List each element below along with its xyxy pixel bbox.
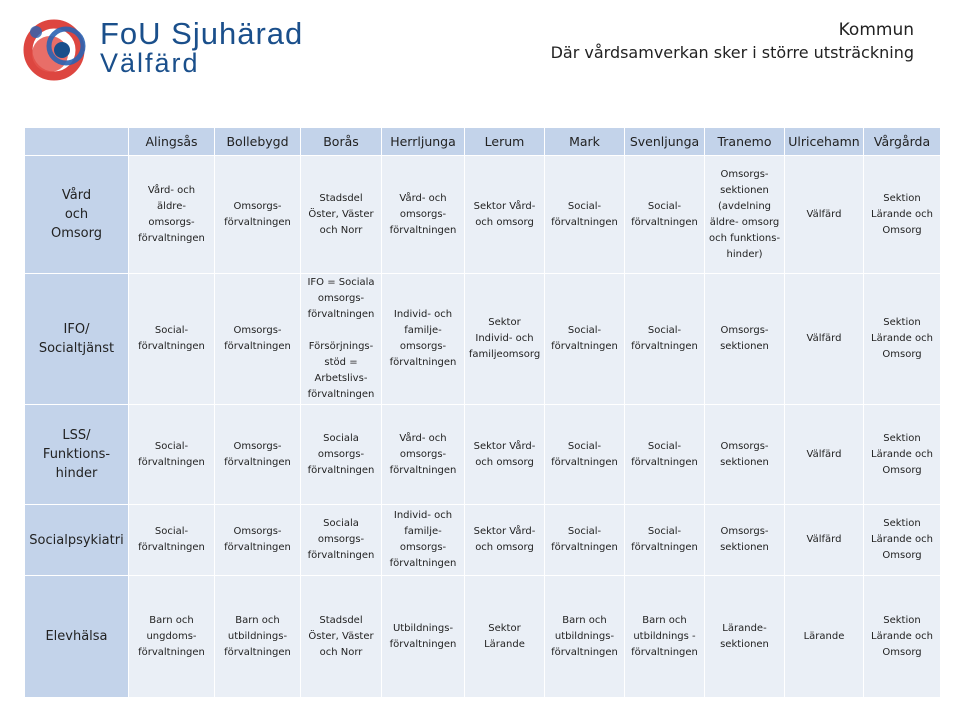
table-cell: Utbildnings- förvaltningen: [382, 576, 465, 698]
table-cell: Vård- och äldre- omsorgs- förvaltningen: [129, 156, 215, 274]
table-cell: Social- förvaltningen: [129, 505, 215, 576]
column-header-boras: Borås: [301, 128, 382, 156]
logo-title: FoU Sjuhärad: [100, 16, 304, 51]
column-header-mark: Mark: [545, 128, 625, 156]
table-cell: Stadsdel Öster, Väster och Norr: [301, 576, 382, 698]
column-header-corner: [25, 128, 129, 156]
column-header-svenljunga: Svenljunga: [625, 128, 705, 156]
table-cell: Barn och utbildnings - förvaltningen: [625, 576, 705, 698]
table-cell: Sektion Lärande och Omsorg: [864, 505, 941, 576]
table-cell: Social- förvaltningen: [129, 274, 215, 405]
table-cell: Omsorgs- sektionen: [705, 405, 785, 505]
table-cell: Sektion Lärande och Omsorg: [864, 156, 941, 274]
table-cell: Social- förvaltningen: [545, 405, 625, 505]
table-cell: Barn och utbildnings- förvaltningen: [545, 576, 625, 698]
table-cell: Omsorgs- sektionen (avdelning äldre- omsorg och funktions- hinder): [705, 156, 785, 274]
table-cell: Social- förvaltningen: [625, 274, 705, 405]
logo-subtitle: Välfärd: [100, 48, 200, 78]
table-cell: Barn och ungdoms- förvaltningen: [129, 576, 215, 698]
table-row: [25, 505, 941, 576]
table-cell: IFO = Sociala omsorgs- förvaltningen Försörjnings- stöd = Arbetslivs- förvaltningen: [301, 274, 382, 405]
table-cell: Omsorgs- förvaltningen: [215, 156, 301, 274]
row-header-socialpsykiatri: Socialpsykiatri: [25, 505, 129, 576]
table-cell: Sociala omsorgs- förvaltningen: [301, 405, 382, 505]
table-cell: Välfärd: [785, 505, 864, 576]
column-header-tranemo: Tranemo: [705, 128, 785, 156]
column-header-herrljunga: Herrljunga: [382, 128, 465, 156]
column-header-ulricehamn: Ulricehamn: [785, 128, 864, 156]
page-title-line1: Kommun: [838, 20, 914, 40]
table-cell: Sektion Lärande och Omsorg: [864, 274, 941, 405]
column-header-lerum: Lerum: [465, 128, 545, 156]
table-cell: Stadsdel Öster, Väster och Norr: [301, 156, 382, 274]
table-cell: Sektor Individ- och familjeomsorg: [465, 274, 545, 405]
table-cell: Sektor Vård- och omsorg: [465, 405, 545, 505]
table-cell: Social- förvaltningen: [625, 505, 705, 576]
row-header-vard-och-omsorg: Vård och Omsorg: [25, 156, 129, 274]
table-cell: Välfärd: [785, 405, 864, 505]
table-cell: Sektor Vård- och omsorg: [465, 505, 545, 576]
table-cell: Vård- och omsorgs- förvaltningen: [382, 405, 465, 505]
table-row: [25, 405, 941, 505]
row-header-ifo-socialtjanst: IFO/ Socialtjänst: [25, 274, 129, 405]
table-cell: Omsorgs- förvaltningen: [215, 505, 301, 576]
row-header-elevhalsa: Elevhälsa: [25, 576, 129, 698]
table-cell: Sektor Vård- och omsorg: [465, 156, 545, 274]
table-cell: Individ- och familje- omsorgs- förvaltningen: [382, 505, 465, 576]
logo-mark-icon: [14, 10, 98, 82]
column-header-vargarda: Vårgårda: [864, 128, 941, 156]
table-cell: Sektor Lärande: [465, 576, 545, 698]
table-cell: Välfärd: [785, 156, 864, 274]
table-cell: Lärande- sektionen: [705, 576, 785, 698]
table-cell: Sociala omsorgs- förvaltningen: [301, 505, 382, 576]
row-header-lss-funktionshinder: LSS/ Funktions- hinder: [25, 405, 129, 505]
table-cell: Omsorgs- förvaltningen: [215, 274, 301, 405]
page-title-line2: Där vårdsamverkan sker i större utsträckning: [550, 43, 914, 62]
header-row: [25, 128, 941, 156]
table-cell: Sektion Lärande och Omsorg: [864, 576, 941, 698]
table-cell: Social- förvaltningen: [129, 405, 215, 505]
table-cell: Sektion Lärande och Omsorg: [864, 405, 941, 505]
column-header-bollebygd: Bollebygd: [215, 128, 301, 156]
table-cell: Social- förvaltningen: [545, 505, 625, 576]
table-cell: Individ- och familje- omsorgs- förvaltningen: [382, 274, 465, 405]
table-cell: Välfärd: [785, 274, 864, 405]
page-title: [551, 18, 914, 64]
municipality-table: [24, 127, 941, 698]
table-cell: Omsorgs- sektionen: [705, 505, 785, 576]
table-cell: Omsorgs- sektionen: [705, 274, 785, 405]
column-header-alingsas: Alingsås: [129, 128, 215, 156]
table-row: [25, 156, 941, 274]
table-cell: Vård- och omsorgs- förvaltningen: [382, 156, 465, 274]
table-cell: Lärande: [785, 576, 864, 698]
table-cell: Social- förvaltningen: [545, 156, 625, 274]
logo: [14, 10, 314, 82]
table-cell: Barn och utbildnings- förvaltningen: [215, 576, 301, 698]
table-cell: Social- förvaltningen: [545, 274, 625, 405]
table-cell: Social- förvaltningen: [625, 156, 705, 274]
table-cell: Social- förvaltningen: [625, 405, 705, 505]
table-row: [25, 274, 941, 405]
table-cell: Omsorgs- förvaltningen: [215, 405, 301, 505]
table-row: [25, 576, 941, 698]
